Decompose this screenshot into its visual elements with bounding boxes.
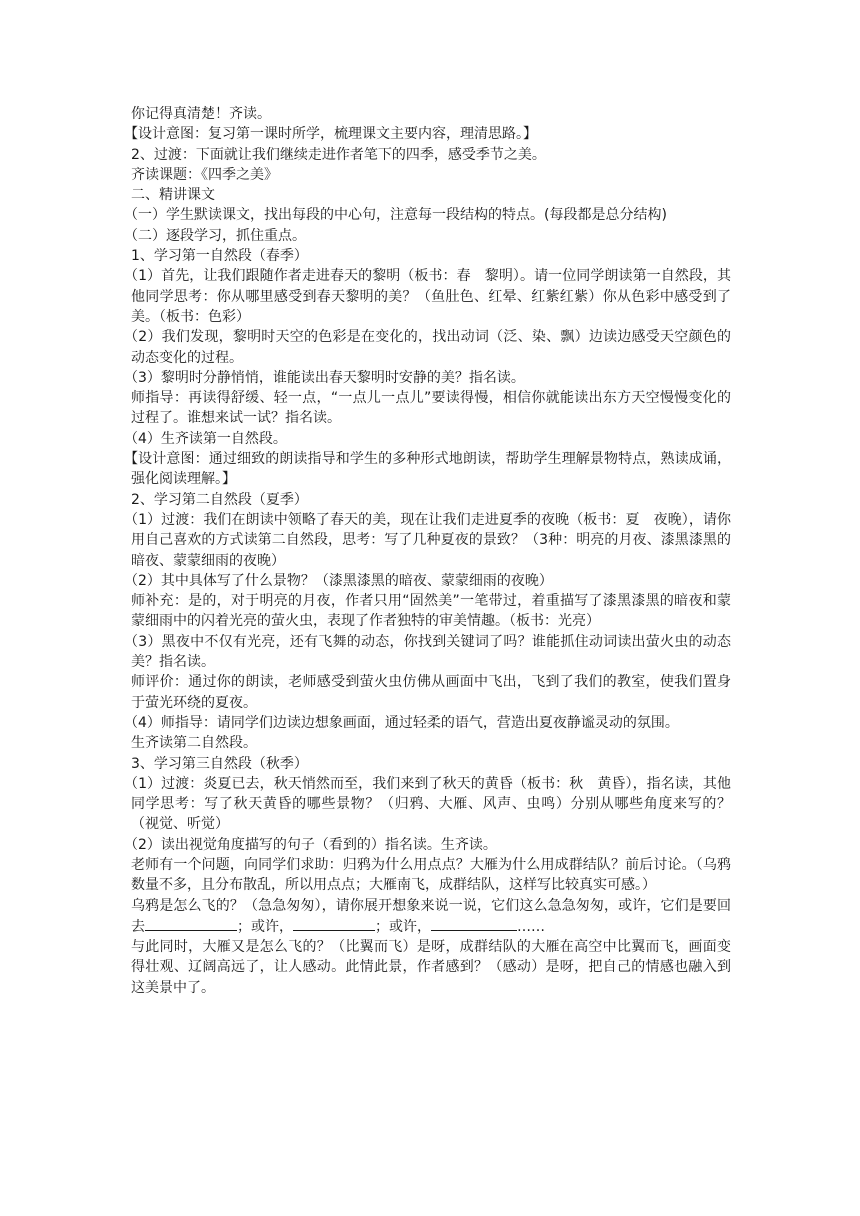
summer-step-3: （3）黑夜中不仅有光亮，还有飞舞的动态，你找到关键词了吗？谁能抓住动词读出萤火虫的动态美？指名读。 [124,633,731,671]
wild-geese-paragraph: 与此同时，大雁又是怎么飞的？（比翼而飞）是呀，成群结队的大雁在高空中比翼而飞，画面变得壮观、辽阔高远了，让人感动。此情此景，作者感到？（感动）是呀，把自己的情感也融入到这美景中了。 [131,939,731,996]
teacher-guidance-spring: 师指导：再读得舒缓、轻一点，“一点儿一点儿”要读得慢，相信你就能读出东方天空慢慢变化的过程了。谁想来试一试？指名读。 [131,390,731,427]
design-intent-1: 【设计意图：复习第一课时所学，梳理课文主要内容，理清思路。】 [124,126,537,143]
subsection-1: （一）学生默读课文，找出每段的中心句，注意每一段结构的特点。(每段都是总分结构) [124,207,667,224]
fill-blank-2 [293,916,375,931]
summer-step-2: （2）其中具体写了什么景物？（漆黑漆黑的暗夜、蒙蒙细雨的夜晚） [124,572,553,589]
fill-in-separator-1: ；或许， [237,918,293,935]
fill-blank-3 [431,916,517,931]
spring-step-4: （4）生齐读第一自然段。 [124,430,287,447]
paragraph-transition: 2、过渡：下面就让我们继续走进作者笔下的四季，感受季节之美。 [131,146,546,163]
fill-in-paragraph [131,896,731,938]
fill-in-separator-2: ；或许， [375,918,431,935]
spring-heading: 1、学习第一自然段（春季） [131,248,308,265]
fill-in-ellipsis: …… [517,918,545,935]
spring-step-1: （1）首先，让我们跟随作者走进春天的黎明（板书：春 黎明）。请一位同学朗读第一自然段，其他同学思考：你从哪里感受到春天黎明的美？（鱼肚色、红晕、红紫红紫）你从色彩中感受到了美。（板书：色彩） [124,268,731,325]
paragraph-praise: 你记得真清楚！齐读。 [131,106,271,122]
teacher-question-autumn: 老师有一个问题，向同学们求助：归鸦为什么用点点？大雁为什么用成群结队？前后讨论。（乌鸦数量不多，且分布散乱，所以用点点；大雁南飞，成群结队，这样写比较真实可感。） [131,856,731,894]
fill-in-intro: 乌鸦是怎么飞的？（急急匆匆），请你展开想象来说一说，它们这么急急匆匆，或许，它们是要回去 [131,897,731,935]
teacher-evaluation-summer: 师评价：通过你的朗读，老师感受到萤火虫仿佛从画面中飞出，飞到了我们的教室，使我们置身于萤光环绕的夏夜。 [131,674,731,711]
paragraph-title-reading: 齐读课题：《四季之美》 [131,166,278,183]
section-heading-2: 二、精讲课文 [131,187,215,204]
teacher-supplement-summer: 师补充：是的，对于明亮的月夜，作者只用“固然美”一笔带过，着重描写了漆黑漆黑的暗夜和蒙蒙细雨中的闪着光亮的萤火虫，表现了作者独特的审美情趣。（板书：光亮） [131,593,731,630]
summer-heading: 2、学习第二自然段（夏季） [131,491,308,508]
autumn-step-2: （2）读出视觉角度描写的句子（看到的）指名读。生齐读。 [124,836,497,853]
autumn-step-1: （1）过渡：炎夏已去，秋天悄然而至，我们来到了秋天的黄昏（板书：秋 黄昏），指名读，其他同学思考：写了秋天黄昏的哪些景物？（归鸦、大雁、风声、虫鸣）分别从哪些角度来写的？（视觉、听觉） [124,775,731,833]
autumn-heading: 3、学习第三自然段（秋季） [131,755,308,772]
spring-step-2: （2）我们发现，黎明时天空的色彩是在变化的，找出动词（泛、染、飘）边读边感受天空颜色的动态变化的过程。 [124,329,731,366]
subsection-2: （二）逐段学习，抓住重点。 [124,227,306,244]
fill-blank-1 [145,916,237,931]
document-body [124,104,731,998]
summer-group-reading: 生齐读第二自然段。 [131,735,257,752]
summer-step-1: （1）过渡：我们在朗读中领略了春天的美，现在让我们走进夏季的夜晚（板书：夏 夜晚），请你用自己喜欢的方式读第二自然段，思考：写了几种夏夜的景致？（3种：明亮的月夜、漆黑漆黑的暗夜、蒙蒙细雨的夜晚） [124,511,731,569]
design-intent-2: 【设计意图：通过细致的朗读指导和学生的多种形式地朗读，帮助学生理解景物特点，熟读成诵，强化阅读理解。】 [124,451,731,488]
summer-step-4: （4）师指导：请同学们边读边想象画面，通过轻柔的语气，营造出夏夜静谧灵动的氛围。 [124,714,679,731]
spring-step-3: （3）黎明时分静悄悄，谁能读出春天黎明时安静的美？指名读。 [124,369,525,386]
